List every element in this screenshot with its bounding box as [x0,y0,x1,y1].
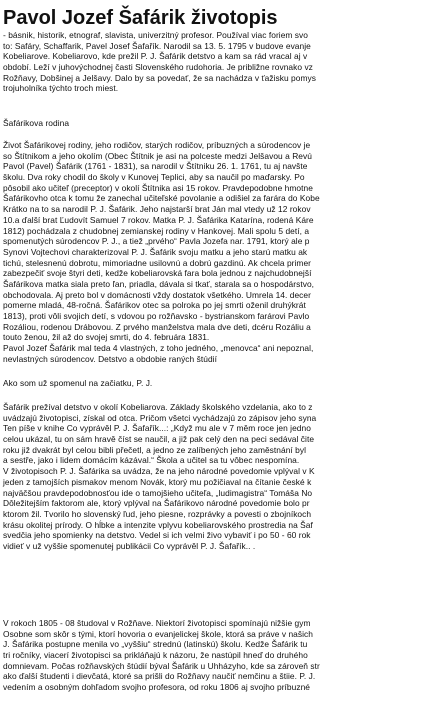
text-line: Ten píše v knihe Co vyprávěl P. J. Šafařík...: „Když mu ale v 7 měm roce jen jedno [3,423,311,434]
text-line: celou ukázal, tu on sám hravě číst se naučil, a již pak celý den na peci sedával čite [3,434,315,445]
text-line: a sestře, jako i lidem domácím kázával.“ Škola a učitel sa tu vôbec nespomína. [3,455,300,466]
text-line: Šafárikova matka siala preto ľan, priadla, dávala si tkať, starala sa o hospodárstvo, [3,278,315,289]
text-line: Rožňavy, Dobšinej a Jelšavy. Dalo by sa povedať, že sa nachádza v ťažisku pomys [3,72,316,83]
text-line: pôsobil ako učiteľ (preceptor) v okolí Štítnika asi 15 rokov. Pravdepodobne hmotne [3,182,313,193]
text-line: trojuholníka týchto troch miest. [3,83,119,94]
text-line: 10.a ďalší brat Ľudovít Samuel 7 rokov. Matka P. J. Šafárika Katarína, rodená Káre [3,214,314,225]
text-line: svedčia jeho spomienky na detstvo. Vedel si ich velmi živo vybaviť i po 50 - 60 rok [3,530,311,541]
text-line: zabezpečiť svoje štyri deti, kedže kobeliarovská fara bola jednou z najchudobnejší [3,268,312,279]
page-title: Pavol Jozef Šafárik životopis [3,7,278,29]
text-line: vedením a osobným dohľadom svojho profesora, od roku 1806 aj svojho príbuzné [3,682,310,693]
text-line: Rozáliou, rodenou Drábovou. Z prvého manželstva mala dve deti, dcéru Rozáliu a [3,321,311,332]
text-line: tichú, stelesnenú dobrotu, mimoriadne usilovnú a dobrú gazdinú. Ak chcela primer [3,257,311,268]
text-line: Osobne som skôr s tými, ktorí hovoria o evanjelickej škole, ktorá sa práve v našich [3,628,313,639]
text-line: 1812) pochádzala z chudobnej zemianskej rodiny v Hankovej. Mali spolu 5 detí, a [3,225,310,236]
intro-paragraph [3,30,443,94]
text-line: ktorom žil. Tvorilo ho slovenský ľud, jeho piesne, rozprávky a povesti o zbojníkoch [3,508,312,519]
text-line: Krátko na to sa narodil P. J. Šafárik. Jeho najstarší brat Ján mal vtedy už 12 rokov [3,204,311,215]
text-line: 1813), proti vôli svojich detí, s vdovou po rožňavsko - bystrianskom farárovi Pavlo [3,311,310,321]
text-line: Pavol Jozef Šafárik mal teda 4 vlastných, z toho jedného, „menovca“ ani nepoznal, [3,343,314,354]
text-line: Šafárikovho otca k tomu že zanechal učiteľské povolanie a odišiel za farára do Kobe [3,193,320,204]
section1-heading [3,118,443,129]
text-line: - básnik, historik, etnograf, slavista, univerzitný profesor. Používal viac foriem svo [3,30,308,40]
text-line: jeden z tamojších pismakov menom Novák, ktorý mu požičiaval na čítanie české k [3,476,312,487]
text-line: vidieť v už vyššie spomenutej publikácii Co vyprávěl P. J. Šafařík.. . [3,540,256,551]
text-line: obchodovala. Aj preto bol v domácnosti vždy dostatok všetkého. Umrela 14. decer [3,289,311,300]
text-line: V rokoch 1805 - 08 študoval v Rožňave. Niektorí životopisci spomínajú nižšie gym [3,618,311,628]
section3-paragraph [3,618,443,693]
text-line: Kobeliarove. Kobeliarovo, kde prežil P. J. Šafárik detstvo a kam sa rád vracal aj v [3,51,308,62]
text-line: to: Safáry, Schaffarik, Pavel Josef Šafařík. Narodil sa 13. 5. 1795 v budove evanje [3,40,311,51]
text-line: spomenutých súrodencov P. J., a tiež „prvého“ Pavla Jozefa nar. 1791, ktorý ale p [3,236,310,247]
text-line: roku již dvakrát byl celou bibli přečetl, a jedno ze zalíbených jeho zaměstnání byl [3,444,307,455]
text-line: období. Leží v juhovýchodnej časti Slovenského rudohoria. Je približne rovnako vz [3,62,313,73]
section2-heading [3,378,443,389]
text-line: Šafárik prežíval detstvo v okolí Kobeliarova. Základy školského vzdelania, ako to z [3,402,313,412]
text-line: touto ženou, žil až do svojej smrti, do 4. februára 1831. [3,332,210,343]
text-line: Pavol (Pavel) Šafárik (1761 - 1831), sa narodil v Štítniku 26. 1. 1761, tu aj navšte [3,161,308,172]
text-line: ako ďalší študenti i dievčatá, ktoré sa prišli do Rožňavy naučiť nemčinu a štiie. P. J. [3,671,316,682]
text-line: Dôležitejším faktorom ale, ktorý vplýval na Šafárikovo národné povedomie bolo pr [3,498,310,509]
text-line: uvádzajú životopisci, získal od otca. Pričom všetci vychádzajú zo zápisov jeho syna [3,412,317,423]
section2-paragraph [3,402,443,552]
text-line: školu. Dva roky chodil do školy v Kunovej Teplici, aby sa naučil po maďarsky. Po [3,172,305,183]
text-line: J. Šafárika postupne menila vo „vyššiu“ strednú (latinskú) školu. Kedže Šafárik tu [3,639,308,650]
text-line: domnievam. Počas rožňavských štúdií býval Šafárik u Uhházyho, kde sa zároveň str [3,660,320,671]
text-line: tri ročníky, viacerí životopisci sa prikláňajú k názoru, že nastúpil hneď do druhého [3,650,308,661]
section1-paragraph [3,140,443,364]
text-line: so Štítnikom a jeho okolím (Obec Štítnik je asi na polceste medzi Jelšavou a Revú [3,150,312,161]
text-line: V životopisoch P. J. Šafárika sa uvádza, že na jeho národné povedomie vplýval v K [3,466,315,477]
text-line: nevlastných súrodencov. Detstvo a obdobie raných štúdií [3,353,217,364]
text-line: Synovi Vojtechovi charakterizoval P. J. Šafárik svoju matku a jeho starú matku ak [3,246,308,257]
text-line: pomerne mladá, 48-ročná. Šafárikov otec sa polroka po jej smrti oženil druhýkrát [3,300,306,311]
text-line: krásu okolitej prírody. O hĺbke a intenzite vplyvu kobeliarovského prostredia na Šaf [3,519,313,530]
section-heading-text: Ako som už spomenul na začiatku, P. J. [3,378,153,388]
text-line: najväčšou pravdepodobnosťou ide o tamojšieho učiteľa, „ludimagistra“ Tomáša No [3,487,313,498]
section-heading-text: Šafárikova rodina [3,118,70,128]
text-line: Život Šafárikovej rodiny, jeho rodičov, starých rodičov, príbuzných a súrodencov je [3,140,311,150]
